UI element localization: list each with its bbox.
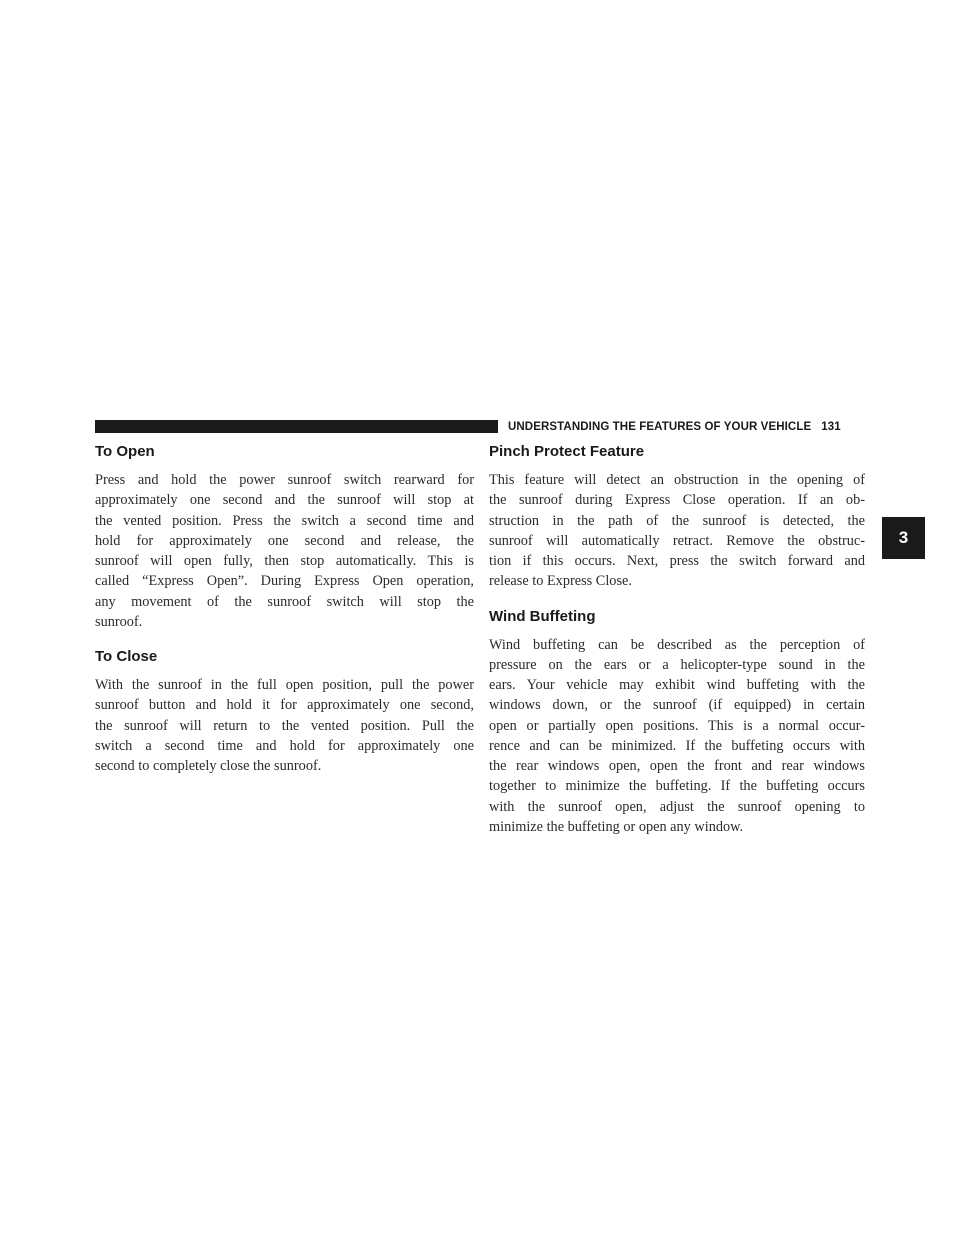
text-line: approximately one second and the sunroof will stop at	[95, 492, 474, 509]
paragraph-wind-buffeting	[489, 635, 865, 838]
header-rule	[95, 420, 498, 433]
heading-wind-buffeting: Wind Buffeting	[489, 607, 596, 625]
left-column	[95, 440, 474, 776]
right-column	[489, 440, 865, 837]
text-line: windows down, or the sunroof (if equipped) in certain	[489, 697, 865, 714]
chapter-tab: 3	[882, 517, 925, 559]
text-line: tion if this occurs. Next, press the switch forward and	[489, 553, 865, 569]
text-line: the sunroof during Express Close operation. If an ob-	[489, 492, 865, 509]
paragraph-to-open	[95, 470, 474, 632]
header-title: UNDERSTANDING THE FEATURES OF YOUR VEHICLE	[508, 421, 812, 433]
text-line: hold for approximately one second and release, the	[95, 532, 474, 549]
text-line: Press and hold the power sunroof switch rearward for	[95, 472, 474, 488]
text-line: rence and can be minimized. If the buffeting occurs with	[489, 737, 865, 754]
text-line: struction in the path of the sunroof is detected, the	[489, 512, 865, 529]
paragraph-pinch-protect	[489, 470, 865, 592]
text-line: called “Express Open”. During Express Open operation,	[95, 573, 474, 590]
text-line: pressure on the ears or a helicopter-type sound in the	[489, 656, 865, 673]
text-line: second to completely close the sunroof.	[95, 758, 322, 774]
text-line: sunroof button and hold it for approximately one second,	[95, 697, 474, 714]
text-line: sunroof.	[95, 613, 143, 630]
text-line: minimize the buffeting or open any window.	[489, 818, 744, 835]
text-line: the vented position. Press the switch a second time and	[95, 512, 474, 529]
text-line: the rear windows open, open the front and rear windows	[489, 758, 865, 774]
text-line: This feature will detect an obstruction in the opening of	[489, 472, 865, 488]
text-line: together to minimize the buffeting. If the buffeting occurs	[489, 778, 865, 795]
text-line: ears. Your vehicle may exhibit wind buffeting with the	[489, 677, 865, 693]
text-line: the sunroof will return to the vented position. Pull the	[95, 717, 474, 734]
text-line: any movement of the sunroof switch will stop the	[95, 593, 474, 610]
heading-pinch-protect: Pinch Protect Feature	[489, 443, 645, 460]
text-line: switch a second time and hold for approximately one	[95, 737, 474, 754]
page-number: 131	[821, 421, 841, 433]
paragraph-to-close	[95, 675, 474, 776]
text-line: with the sunroof open, adjust the sunroof opening to	[489, 798, 865, 815]
text-line: Wind buffeting can be described as the perception of	[489, 636, 865, 653]
heading-to-close: To Close	[95, 648, 158, 665]
text-line: open or partially open positions. This is a normal occur-	[489, 717, 865, 734]
text-line: sunroof will automatically retract. Remove the obstruc-	[489, 532, 865, 549]
text-line: sunroof will open fully, then stop automatically. This is	[95, 553, 474, 569]
heading-to-open: To Open	[95, 443, 155, 460]
text-line: release to Express Close.	[489, 573, 632, 590]
text-line: With the sunroof in the full open position, pull the power	[95, 677, 474, 693]
running-header	[508, 418, 866, 436]
